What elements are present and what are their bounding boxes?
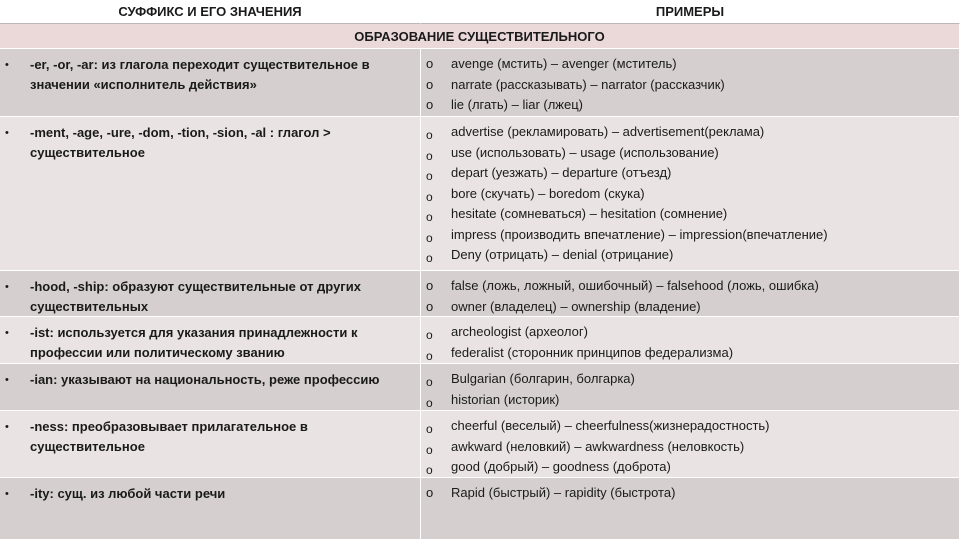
- bullet-icon: •: [5, 421, 9, 433]
- examples-cell: [421, 317, 960, 364]
- example-text: Deny (отрицать) – denial (отрицание): [451, 247, 674, 262]
- suffix-text: -hood, -ship: образуют существительные от других существительных: [30, 279, 361, 314]
- examples-list: [421, 364, 959, 410]
- list-item: [421, 122, 959, 143]
- list-item: [421, 163, 959, 184]
- example-text: federalist (сторонник принципов федерализма): [451, 344, 734, 360]
- example-text: avenge (мстить) – avenger (мститель): [451, 56, 677, 71]
- list-item: [421, 457, 959, 478]
- example-text: hesitate (сомневаться) – hesitation (сомнение): [451, 206, 728, 221]
- examples-list: [421, 478, 959, 504]
- example-text: owner (владелец) – ownership (владение): [451, 298, 701, 314]
- circle-marker-icon: o: [426, 298, 434, 314]
- list-item: [421, 297, 959, 318]
- examples-list: [421, 317, 959, 363]
- circle-marker-icon: o: [426, 442, 433, 457]
- examples-cell: [421, 364, 960, 411]
- circle-marker-icon: o: [426, 210, 433, 224]
- list-item: [421, 225, 959, 246]
- circle-marker-icon: o: [426, 375, 433, 389]
- examples-cell: [421, 49, 960, 117]
- circle-marker-icon: o: [426, 328, 433, 342]
- circle-marker-icon: o: [426, 422, 433, 436]
- examples-cell: [421, 411, 960, 478]
- circle-marker-icon: o: [426, 189, 433, 204]
- list-item: [421, 437, 959, 458]
- example-text: good (добрый) – goodness (доброта): [451, 459, 671, 474]
- examples-list: [421, 271, 959, 317]
- examples-cell: [421, 271, 960, 317]
- bullet-icon: •: [5, 374, 9, 386]
- suffix-text: -ment, -age, -ure, -dom, -tion, -sion, -al : глагол > существительное: [30, 125, 331, 160]
- example-text: depart (уезжать) – departure (отъезд): [451, 165, 672, 180]
- example-text: lie (лгать) – liar (лжец): [451, 97, 584, 112]
- column-header-suffix: СУФФИКС И ЕГО ЗНАЧЕНИЯ: [0, 0, 421, 24]
- circle-marker-icon: o: [426, 97, 434, 112]
- list-item: [421, 483, 959, 504]
- list-item: [421, 204, 959, 225]
- circle-marker-icon: o: [426, 348, 433, 363]
- examples-list: [421, 117, 959, 266]
- list-item: [421, 184, 959, 205]
- example-text: awkward (неловкий) – awkwardness (неловкость): [451, 438, 745, 454]
- suffix-cell: [0, 478, 421, 540]
- example-text: Bulgarian (болгарин, болгарка): [451, 371, 635, 386]
- suffix-text: -ness: преобразовывает прилагательное в существительное: [30, 419, 308, 454]
- examples-cell: [421, 478, 960, 540]
- circle-marker-icon: o: [426, 251, 433, 265]
- example-text: cheerful (веселый) – cheerfulness(жизнерадостность): [451, 418, 770, 433]
- suffix-cell: [0, 411, 421, 478]
- suffix-text: -ian: указывают на национальность, реже профессию: [30, 372, 380, 387]
- suffix-cell: [0, 117, 421, 271]
- example-text: narrate (рассказывать) – narrator (рассказчик): [451, 76, 725, 92]
- example-text: use (использовать) – usage (использование): [451, 144, 719, 160]
- example-text: advertise (рекламировать) – advertisement(реклама): [451, 124, 765, 139]
- bullet-icon: •: [5, 488, 9, 500]
- list-item: [421, 95, 959, 116]
- circle-marker-icon: o: [426, 230, 433, 245]
- list-item: [421, 245, 959, 266]
- suffix-cell: [0, 364, 421, 411]
- examples-list: [421, 411, 959, 478]
- list-item: [421, 276, 959, 297]
- list-item: [421, 390, 959, 411]
- example-text: archeologist (археолог): [451, 324, 588, 339]
- suffix-text: -er, -or, -ar: из глагола переходит существительное в значении «исполнитель действия»: [30, 57, 370, 92]
- suffix-text: -ity: сущ. из любой части речи: [30, 486, 226, 501]
- circle-marker-icon: o: [426, 56, 434, 71]
- list-item: [421, 343, 959, 364]
- circle-marker-icon: o: [426, 169, 433, 183]
- example-text: bore (скучать) – boredom (скука): [451, 185, 645, 201]
- column-header-examples: ПРИМЕРЫ: [421, 0, 960, 24]
- circle-marker-icon: o: [426, 76, 434, 92]
- circle-marker-icon: o: [426, 463, 433, 477]
- example-text: historian (историк): [451, 391, 560, 407]
- suffix-cell: [0, 317, 421, 364]
- examples-list: [421, 49, 959, 116]
- suffix-cell: [0, 271, 421, 317]
- example-text: impress (производить впечатление) – impression(впечатление): [451, 226, 828, 242]
- list-item: [421, 143, 959, 164]
- circle-marker-icon: o: [426, 128, 433, 142]
- list-item: [421, 369, 959, 390]
- circle-marker-icon: o: [426, 395, 433, 410]
- bullet-icon: •: [5, 281, 9, 293]
- list-item: [421, 75, 959, 96]
- section-subheader: ОБРАЗОВАНИЕ СУЩЕСТВИТЕЛЬНОГО: [0, 24, 960, 49]
- circle-marker-icon: o: [426, 278, 434, 293]
- example-text: false (ложь, ложный, ошибочный) – falsehood (ложь, ошибка): [451, 278, 819, 293]
- circle-marker-icon: o: [426, 148, 433, 163]
- list-item: [421, 322, 959, 343]
- list-item: [421, 416, 959, 437]
- example-text: Rapid (быстрый) – rapidity (быстрота): [451, 485, 676, 500]
- circle-marker-icon: o: [426, 485, 434, 500]
- list-item: [421, 54, 959, 75]
- bullet-icon: •: [5, 327, 9, 339]
- suffix-text: -ist: используется для указания принадлежности к профессии или политическому званию: [30, 325, 358, 360]
- bullet-icon: •: [5, 127, 9, 139]
- bullet-icon: •: [5, 59, 9, 71]
- examples-cell: [421, 117, 960, 271]
- suffix-cell: [0, 49, 421, 117]
